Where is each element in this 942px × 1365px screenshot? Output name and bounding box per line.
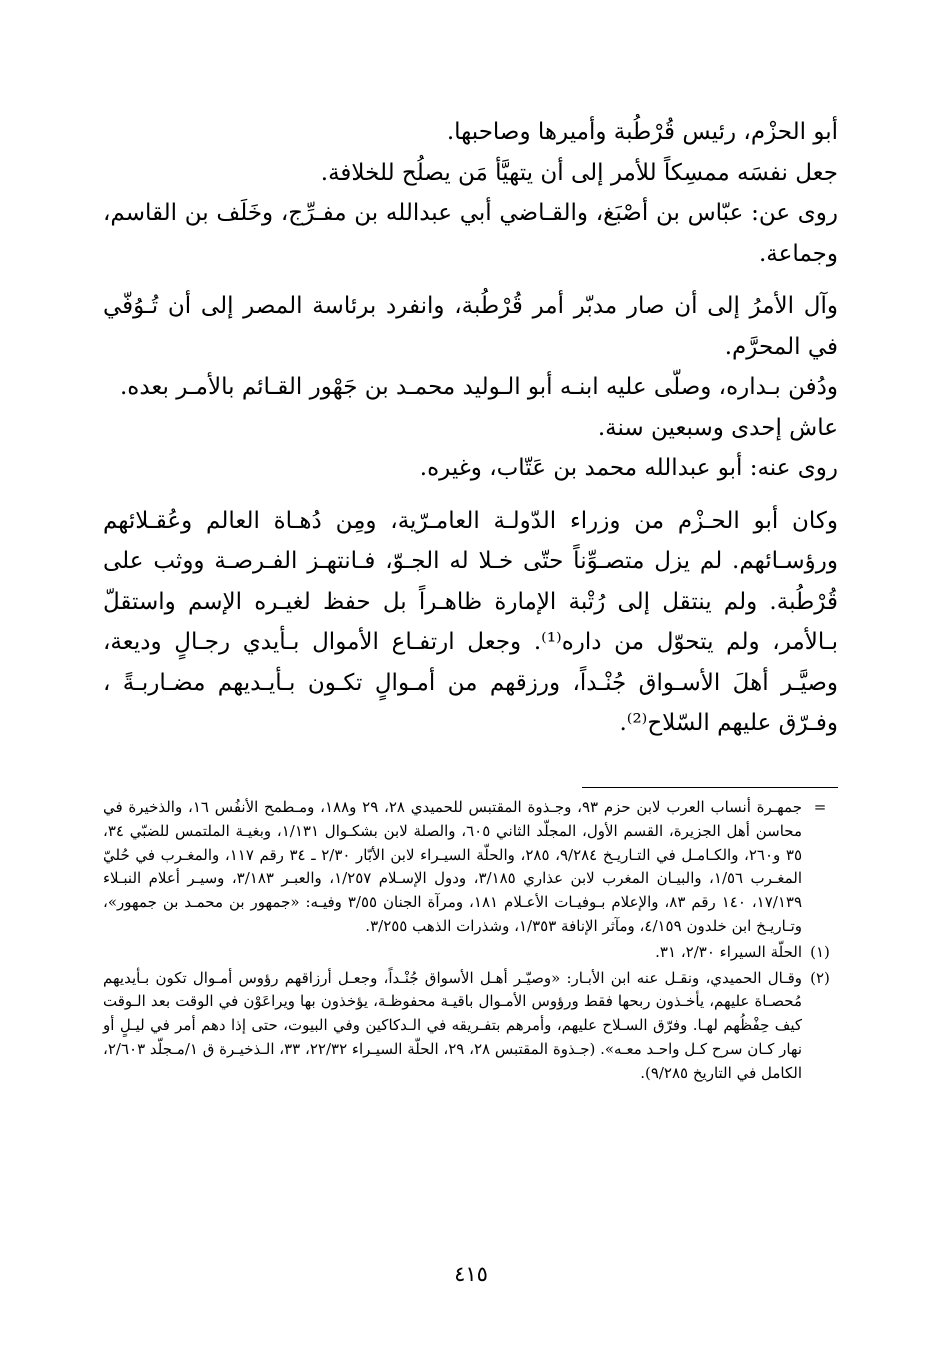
paragraph-biography: وكان أبو الحـزْم من وزراء الدّولـة العامـرّية، ومِن دُهـاة العالم وعُقـلائهم ورؤسـائهم. لم يزل متصـوِّناً حتّى خـلا له الجـوّ، فـانتهـز الفـرصـة ووثب على قُرْطُبة. ولم ينتقل إلى رُتْبة الإمارة ظاهـراً بل حفظ لغيـره الإسم واستقلّ بـالأمر، ولم يتحوّل من داره⁽¹⁾. وجعل ارتفـاع الأموال بـأيدي رجـالٍ وديعة، وصيَّـر أهلَ الأسـواق جُنْـداً، ورزقهم من أمـوالٍ تكـون بـأيـديهم مضـاربـةً ، وفـرّق عليهم السّلاح⁽²⁾. <box>103 507 839 736</box>
page-number: ٤١٥ <box>454 1262 488 1286</box>
footnote-1 <box>103 941 838 965</box>
footnote-separator <box>582 787 838 788</box>
paragraph-age: عاش إحدى وسبعين سنة. <box>597 414 838 441</box>
footnote-text: جمهـرة أنساب العرب لابن حزم ٩٣، وجـذوة المقتبس للحميدي ٢٨، ٢٩ و١٨٨، ومـطمح الأنفُس ١٦، والذخيرة في محاسن أهل الجزيرة، القسم الأول، المجلّد الثاني ٦٠٥، والصلة لابن بشكـوال ١/١٣١، وبغيـة الملتمس للضبّي ٣٤، ٣٥ و٢٦٠، والكـامـل في التـاريـخ ٩/٢٨٤، ٢٨٥، والحلّة السيـراء لابن الأبّار ٢/٣٠ ـ ٣٤ رقم ١١٧، والمغـرب في حُليّ المغـرب ١/٥٦، والبيـان المغرب لابن عذاري ٣/١٨٥، ودول الإسـلام ١/٢٥٧، والعبـر ٣/١٨٣، وسيـر أعلام النبـلاء ١٧/١٣٩، ١٤٠ رقم ٨٣، والإعلام بـوفيـات الأعـلام ١٨١، ومرآة الجنان ٣/٥٥ وفيـه: «جمهور بن محمـد بن جمهور»، وتـاريـخ ابن خلدون ٤/١٥٩، ومآثر الإنافة ١/٣٥٣، وشذرات الذهب ٣/٢٥٥. <box>103 798 803 935</box>
footnote-marker: (٢) <box>810 968 830 987</box>
paragraph-title-line: أبو الحزْم، رئيس قُرْطُبة وأميرها وصاحبها. <box>446 119 838 145</box>
footnote-text: وقـال الحميدي، ونقـل عنه ابن الأبـار: «وصيّـر أهـل الأسواق جُنْـداً، وجعـل أرزاقهم رؤوس أمـوال تكون بـأيديهم مُحصـاة عليهم، يأخـذون ربحها فقط ورؤوس الأمـوال باقيـة محفوظـة، يؤخذون بها ويراعَوْن في الوقت بعد الـوقت كيف حِفْظُهم لهـا. وفرّق السـلاح عليهم، وأمرهم بتفـريقه في الـدكاكين وفي البيوت، حتى إذا دهم أمر في ليـلٍ أو نهار كـان سرح كـل واحـد معـه». (جـذوة المقتبس ٢٨، ٢٩، الحلّة السيـراء ٢٢/٣٢، ٣٣، الـذخيـرة ق ١/مـجلّد ٢/٦٠٣، الكامل في التاريخ ٩/٢٨٥). <box>103 968 803 1082</box>
footnotes <box>103 796 838 1088</box>
paragraph-rule: وآل الأمرُ إلى أن صار مدبّر أمر قُرْطُبة، وانفرد برئاسة المصر إلى أن تُـوُفّي في المحرَّم. <box>103 293 838 360</box>
footnote-2 <box>103 967 838 1086</box>
footnote-continued <box>103 796 838 939</box>
footnote-marker: = <box>813 798 827 816</box>
paragraph-caliphate: جعل نفسَه ممسِكاً للأمر إلى أن يتهيَّأ مَن يصلُح للخلافة. <box>320 159 838 186</box>
paragraph-narrated-by: روى عنه: أبو عبدالله محمد بن عَتّاب، وغيره. <box>419 455 838 481</box>
paragraph-narrated-from: روى عن: عبّاس بن أصْبَغ، والقـاضي أبي عبدالله بن مفـرِّج، وخَلَف بن القاسم، وجماعة. <box>103 200 838 267</box>
main-text <box>103 112 838 744</box>
footnote-marker: (١) <box>810 942 830 961</box>
paragraph-burial: ودُفن بـداره، وصلّى عليه ابنـه أبو الـوليد محمـد بن جَهْور القـائم بالأمـر بعده. <box>120 374 838 400</box>
footnote-text: الحلّة السيراء ٢/٣٠، ٣١. <box>655 942 802 961</box>
